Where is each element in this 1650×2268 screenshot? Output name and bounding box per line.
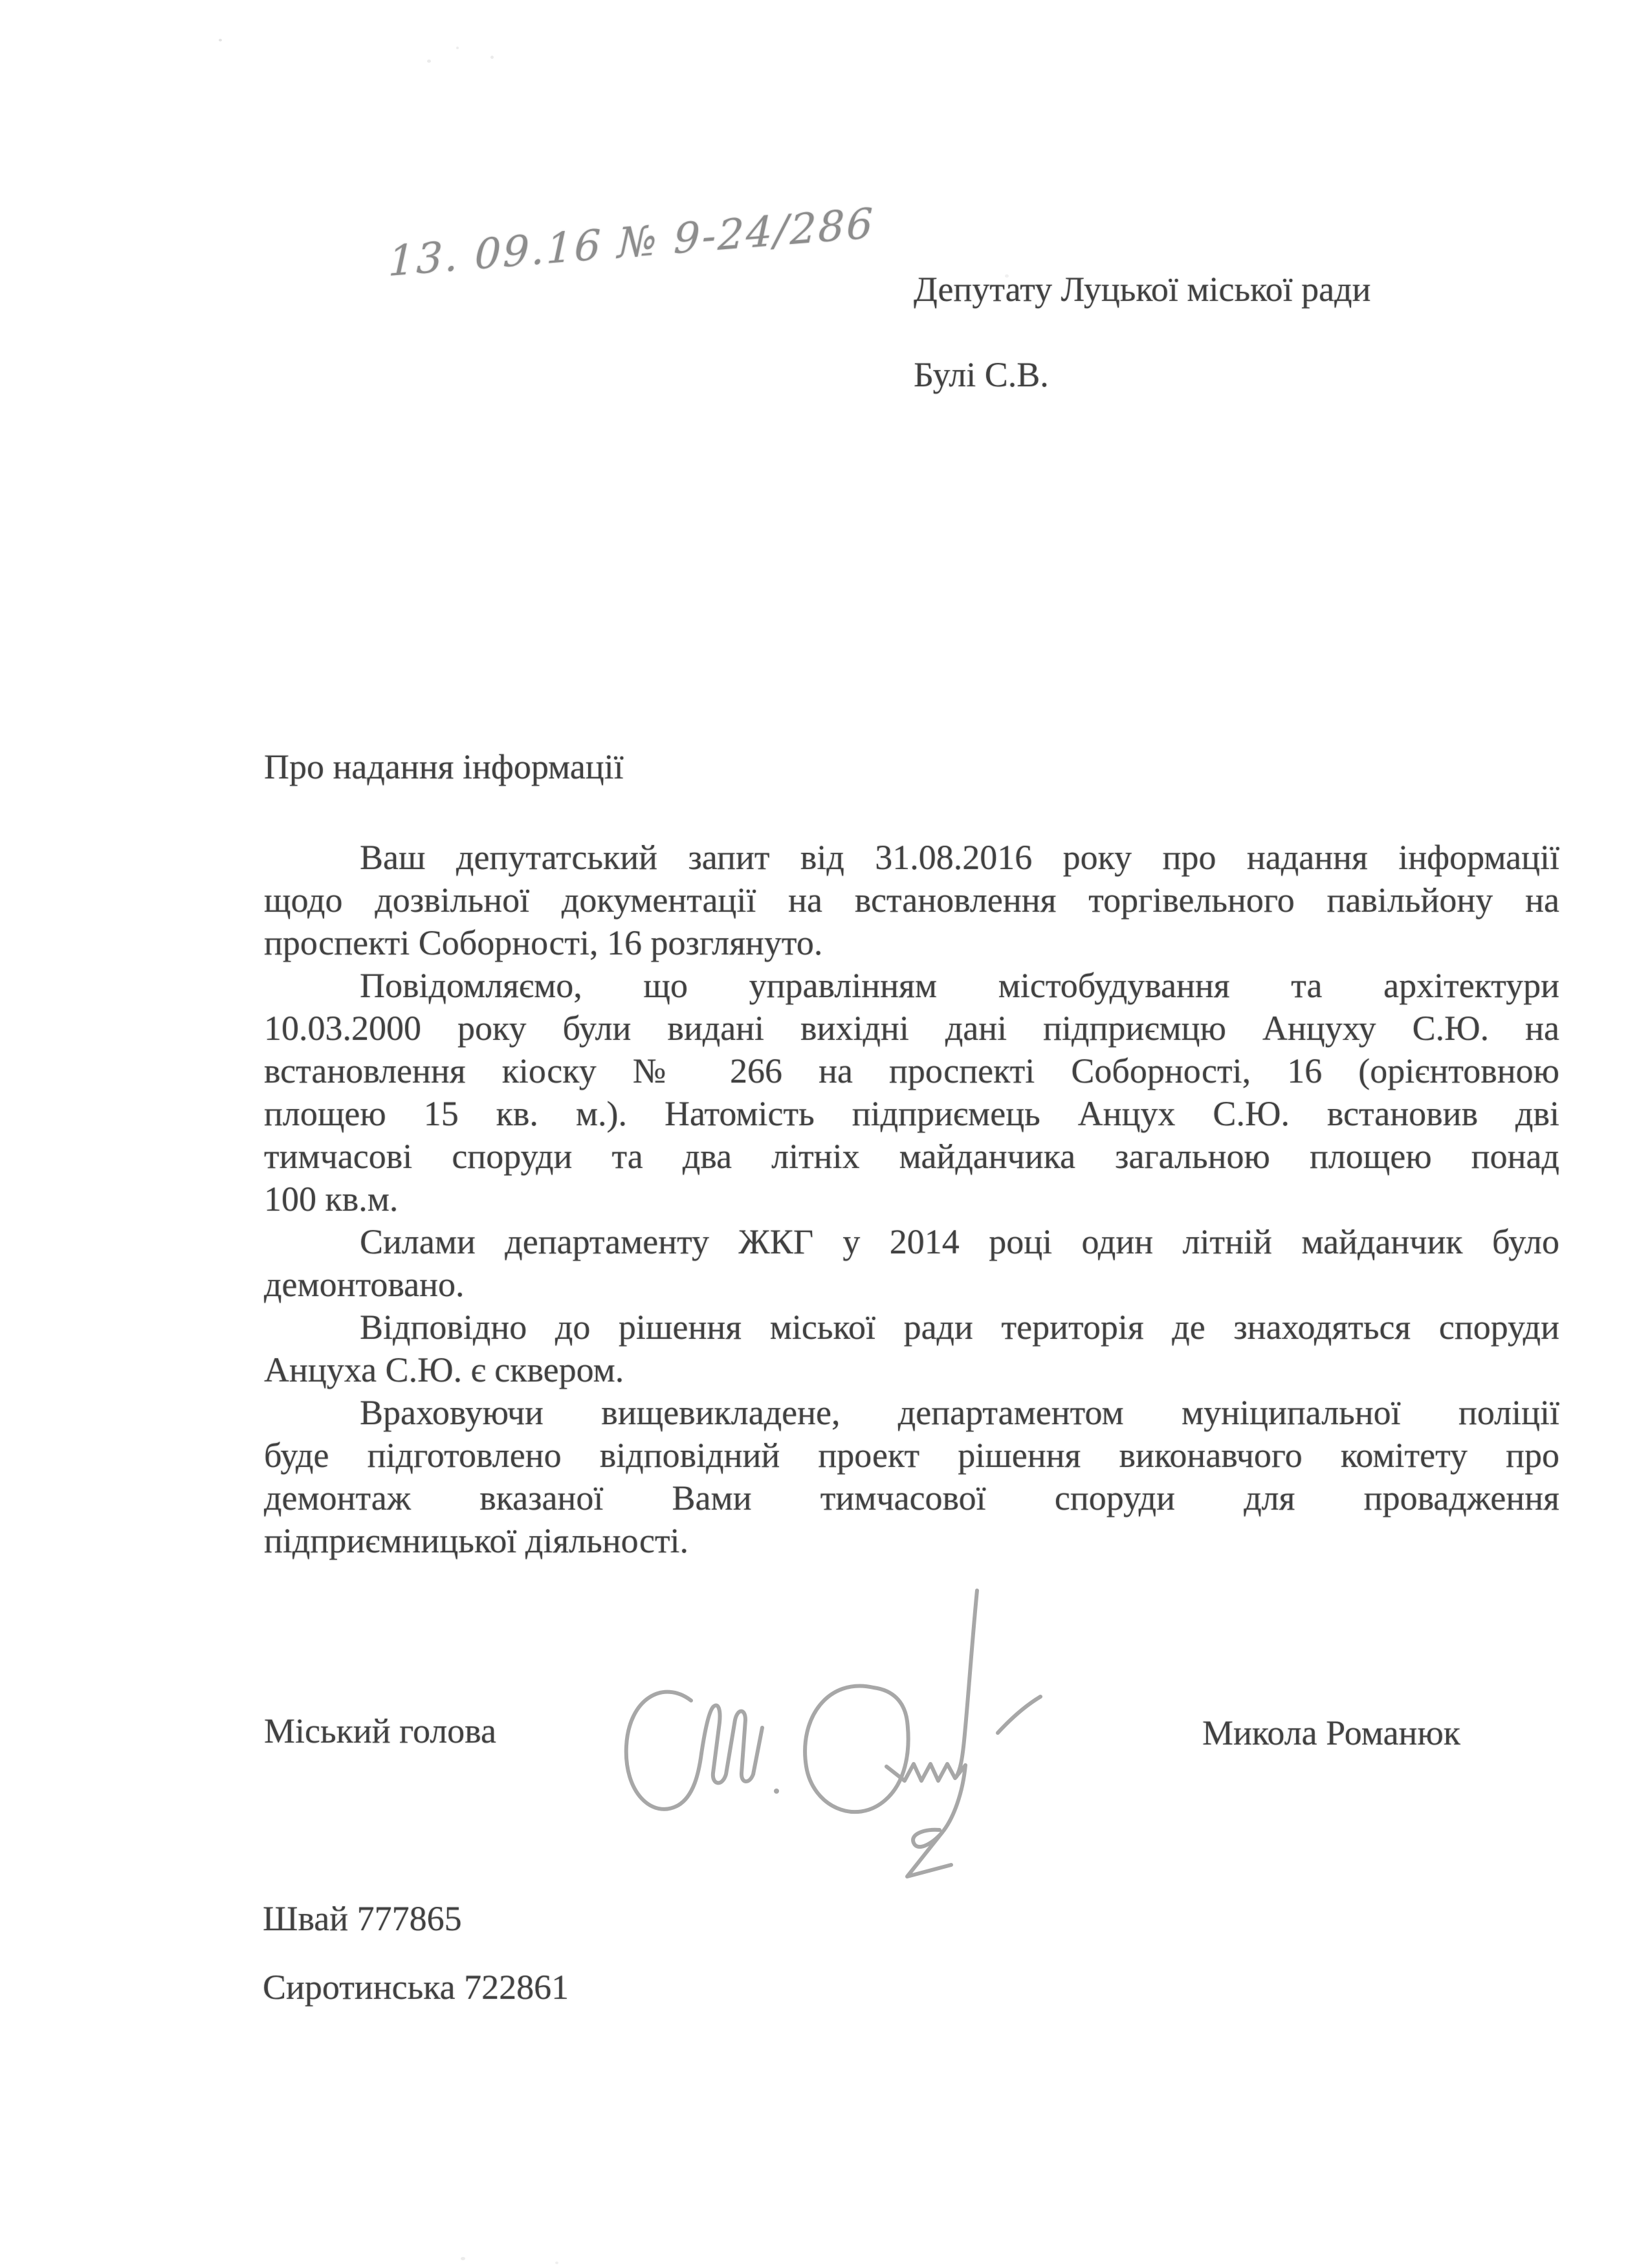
body-line: буде підготовлено відповідний проект рішення виконавчого комітету про — [264, 1436, 1559, 1475]
body-line: Ваш депутатський запит від 31.08.2016 року про надання інформації — [360, 838, 1559, 877]
body-text — [264, 836, 1559, 1562]
handwritten-registration-note: 13. 09.16 № 9-24/286 — [388, 199, 875, 287]
body-line: Анцуха С.Ю. є сквером. — [264, 1350, 624, 1389]
body-line: підприємницької діяльності. — [264, 1521, 689, 1560]
signer-position: Міський голова — [264, 1712, 496, 1750]
body-line: Враховуючи вищевикладене, департаментом муніципальної поліції — [360, 1393, 1559, 1432]
body-line: тимчасові споруди та два літніх майданчика загальною площею понад — [264, 1137, 1559, 1176]
subject-line: Про надання інформації — [264, 747, 624, 786]
recipient-name: Булі С.В. — [914, 355, 1049, 394]
handwritten-signature — [615, 1572, 1171, 1883]
signer-name: Микола Романюк — [1202, 1713, 1461, 1752]
executor-contact-2: Сиротинська 722861 — [263, 1968, 569, 2007]
body-line: Силами департаменту ЖКГ у 2014 році один літній майданчик було — [360, 1222, 1559, 1261]
body-line: Повідомляємо, що управлінням містобудування та архітектури — [360, 966, 1559, 1005]
body-line: площею 15 кв. м.). Натомість підприємець Анцух С.Ю. встановив дві — [264, 1094, 1559, 1133]
scan-speck — [461, 2257, 465, 2260]
scan-speck — [555, 2262, 558, 2264]
recipient-title: Депутату Луцької міської ради — [914, 270, 1371, 309]
body-line: Відповідно до рішення міської ради територія де знаходяться споруди — [360, 1308, 1559, 1347]
executor-contact-1: Швай 777865 — [263, 1899, 462, 1938]
body-line: 10.03.2000 року були видані вихідні дані підприємцю Анцуху С.Ю. на — [264, 1009, 1559, 1048]
body-line: демонтовано. — [264, 1265, 465, 1304]
body-line: встановлення кіоску № 266 на проспекті Соборності, 16 (орієнтовною — [264, 1051, 1559, 1090]
scan-speck — [219, 39, 222, 41]
body-line: щодо дозвільної документації на встановлення торгівельного павільйону на — [264, 881, 1559, 919]
scan-speck — [456, 47, 459, 49]
scan-speck — [490, 56, 494, 59]
scan-speck — [427, 60, 431, 63]
body-line: демонтаж вказаної Вами тимчасової споруди для провадження — [264, 1479, 1559, 1517]
body-line: проспекті Соборності, 16 розглянуто. — [264, 923, 823, 962]
body-line: 100 кв.м. — [264, 1180, 399, 1218]
